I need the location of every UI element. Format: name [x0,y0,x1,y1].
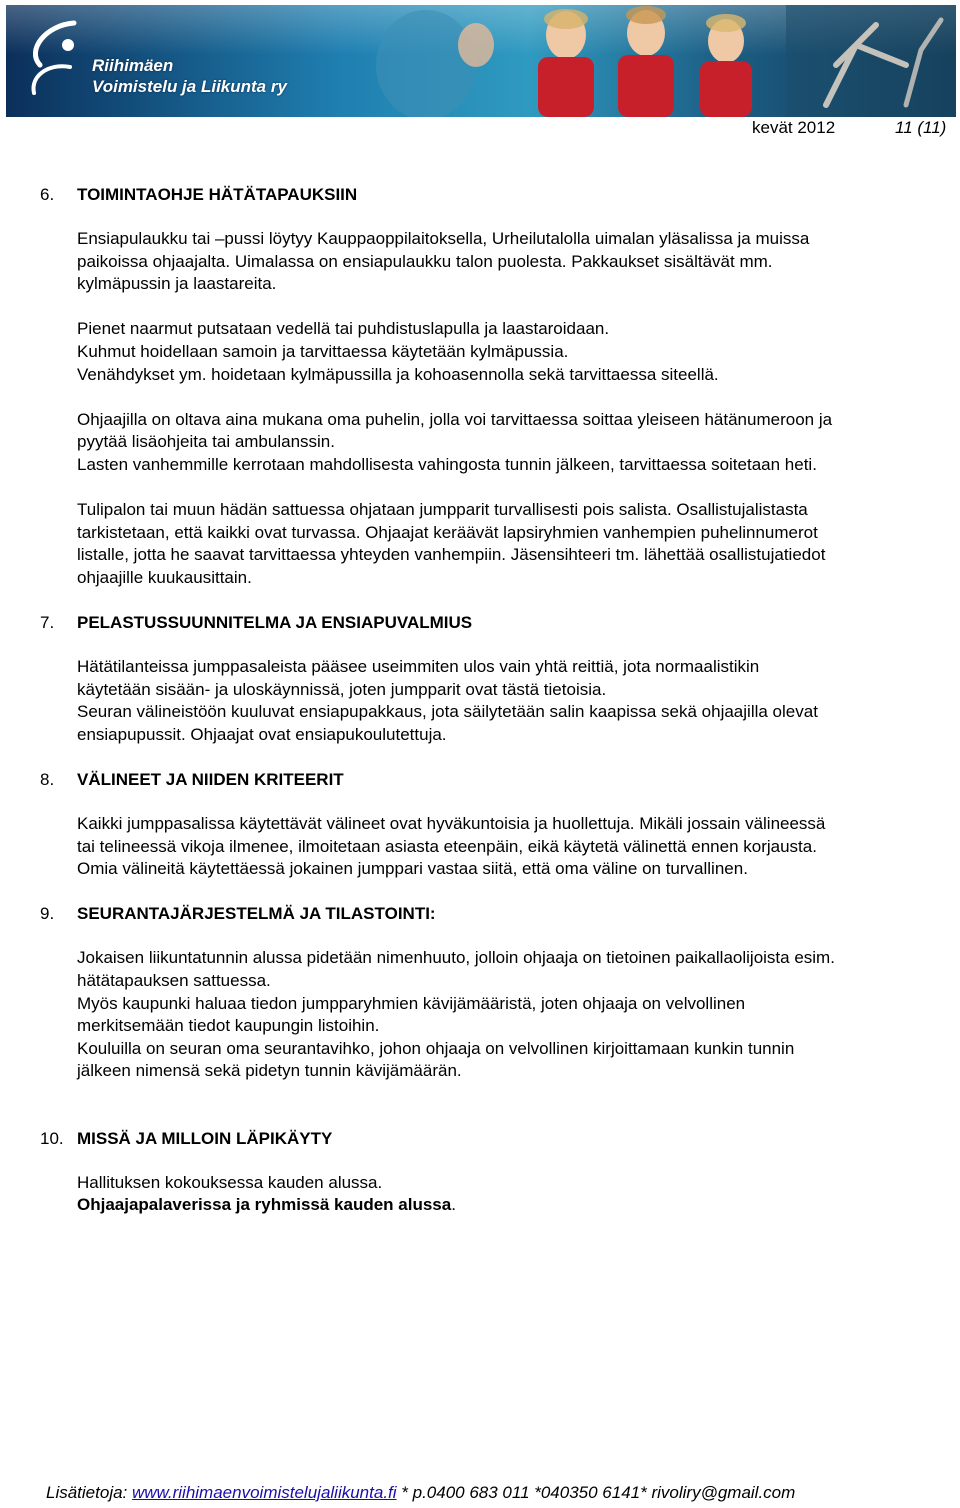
section-10 [40,1128,958,1217]
text-line: ohjaajille kuukausittain. [77,567,252,587]
paragraph [77,409,958,477]
text-line: jälkeen nimensä sekä pidetyn tunnin kävijämäärän. [77,1061,462,1081]
text-line: Kouluilla on seuran oma seurantavihko, johon ohjaaja on velvollinen kirjoittamaan kunkin tunnin [77,1038,795,1058]
section-title: SEURANTAJÄRJESTELMÄ JA TILASTOINTI: [77,904,436,924]
text-line: Kaikki jumppasalissa käytettävät välineet ovat hyväkuntoisia ja huollettuja. Mikäli jossain välineessä [77,814,826,834]
text-line: Hallituksen kokouksessa kauden alussa. [77,1172,383,1192]
text-line: käytetään sisään- ja uloskäynnissä, joten jumpparit ovat tästä tietoisia. [77,679,607,699]
text-line: paikoissa ohjaajalta. Uimalassa on ensiapulaukku talon puolesta. Pakkaukset sisältävät mm. [77,251,773,271]
text-line: merkitsemään tiedot kaupungin listoihin. [77,1016,380,1036]
text-line: listalle, jotta he saavat tarvittaessa yhteyden vanhempiin. Jäsensihteeri tm. lähettää osallistujatiedot [77,545,826,565]
section-heading [40,612,958,636]
text-punctuation: . [451,1195,456,1215]
text-line: Jokaisen liikuntatunnin alussa pidetään nimenhuuto, jolloin ohjaaja on tietoinen paikallaolijoista esim. [77,948,835,968]
text-line: Omia välineitä käytettäessä jokainen jumppari vastaa siitä, että oma väline on turvallinen. [77,859,748,879]
text-line: Ohjaajilla on oltava aina mukana oma puhelin, jolla voi tarvittaessa soittaa yleiseen hätänumeroon ja [77,409,833,429]
section-title: TOIMINTAOHJE HÄTÄTAPAUKSIIN [77,185,358,204]
text-line: Ensiapulaukku tai –pussi löytyy Kauppaoppilaitoksella, Urheilutalolla uimalan yläsalissa ja muissa [77,229,810,248]
section-7 [40,612,958,746]
text-line: Myös kaupunki haluaa tiedon jumpparyhmien kävijämääristä, joten ohjaaja on velvollinen [77,993,746,1013]
document-body [40,184,958,1239]
footer-contact: * p.0400 683 011 *040350 6141* rivoliry@gmail.com [396,1483,796,1502]
text-line: Lasten vanhemmille kerrotaan mahdollisesta vahingosta tunnin jälkeen, tarvittaessa soitetaan heti. [77,454,817,474]
section-number: 8. [40,770,55,790]
org-name-line2: Voimistelu ja Liikunta ry [92,77,287,96]
paragraph [77,947,958,1083]
text-line: Hätätilanteissa jumppasaleista pääsee useimmiten ulos vain yhtä reittiä, jota normaalistikin [77,657,760,677]
organization-logo-text [92,55,287,97]
text-line: Venähdykset ym. hoidetaan kylmäpussilla ja kohoasennolla sekä tarvittaessa siteellä. [77,364,719,384]
section-heading [40,184,958,208]
text-line: ensiapupussit. Ohjaajat ovat ensiapukoulutettuja. [77,724,447,744]
section-title: PELASTUSSUUNNITELMA JA ENSIAPUVALMIUS [77,613,473,633]
text-line: Tulipalon tai muun hädän sattuessa ohjataan jumpparit turvallisesti pois salista. Osallistujalistasta [77,500,808,520]
section-number: 10. [40,1128,64,1148]
org-name-line1: Riihimäen [92,56,174,75]
document-date: kevät 2012 [752,118,836,137]
section-number: 9. [40,904,55,924]
text-line: pyytää lisäohjeita tai ambulanssin. [77,432,335,452]
section-9 [40,903,958,1083]
website-link[interactable]: www.riihimaenvoimistelujaliikunta.fi [132,1483,397,1502]
section-number: 6. [40,185,55,204]
section-title: MISSÄ JA MILLOIN LÄPIKÄYTY [77,1128,333,1148]
section-8 [40,769,958,881]
text-line: kylmäpussin ja laastareita. [77,274,277,294]
text-line: tarkistetaan, että kaikki ovat turvassa. Ohjaajat keräävät lapsiryhmien vanhempien puhelinnumerot [77,522,818,542]
paragraph [77,228,958,296]
footer [46,1483,795,1503]
section-heading [40,769,958,793]
text-line: tai telineessä vikoja ilmenee, ilmoitetaan asiasta eteenpäin, eikä käytetä välinettä ennen korjausta. [77,836,817,856]
section-6 [40,184,958,590]
text-line: hätätapauksen sattuessa. [77,971,271,991]
bold-text-line: Ohjaajapalaverissa ja ryhmissä kauden alussa [77,1195,452,1215]
section-number: 7. [40,613,55,633]
paragraph [77,656,958,746]
text-line: Kuhmut hoidellaan samoin ja tarvittaessa käytetään kylmäpussia. [77,341,569,361]
paragraph [77,813,958,881]
page-number: 11 (11) [895,118,947,137]
paragraph [77,1172,958,1217]
paragraph [77,499,958,589]
paragraph [77,318,958,386]
text-line: Pienet naarmut putsataan vedellä tai puhdistuslapulla ja laastaroidaan. [77,319,610,339]
text-line: Seuran välineistöön kuuluvat ensiapupakkaus, jota säilytetään salin kaapissa sekä ohjaajilla olevat [77,702,818,722]
header-banner [6,5,956,117]
footer-label: Lisätietoja: [46,1483,132,1502]
section-heading [40,903,958,927]
section-heading [40,1128,958,1152]
section-title: VÄLINEET JA NIIDEN KRITEERIT [77,770,344,790]
